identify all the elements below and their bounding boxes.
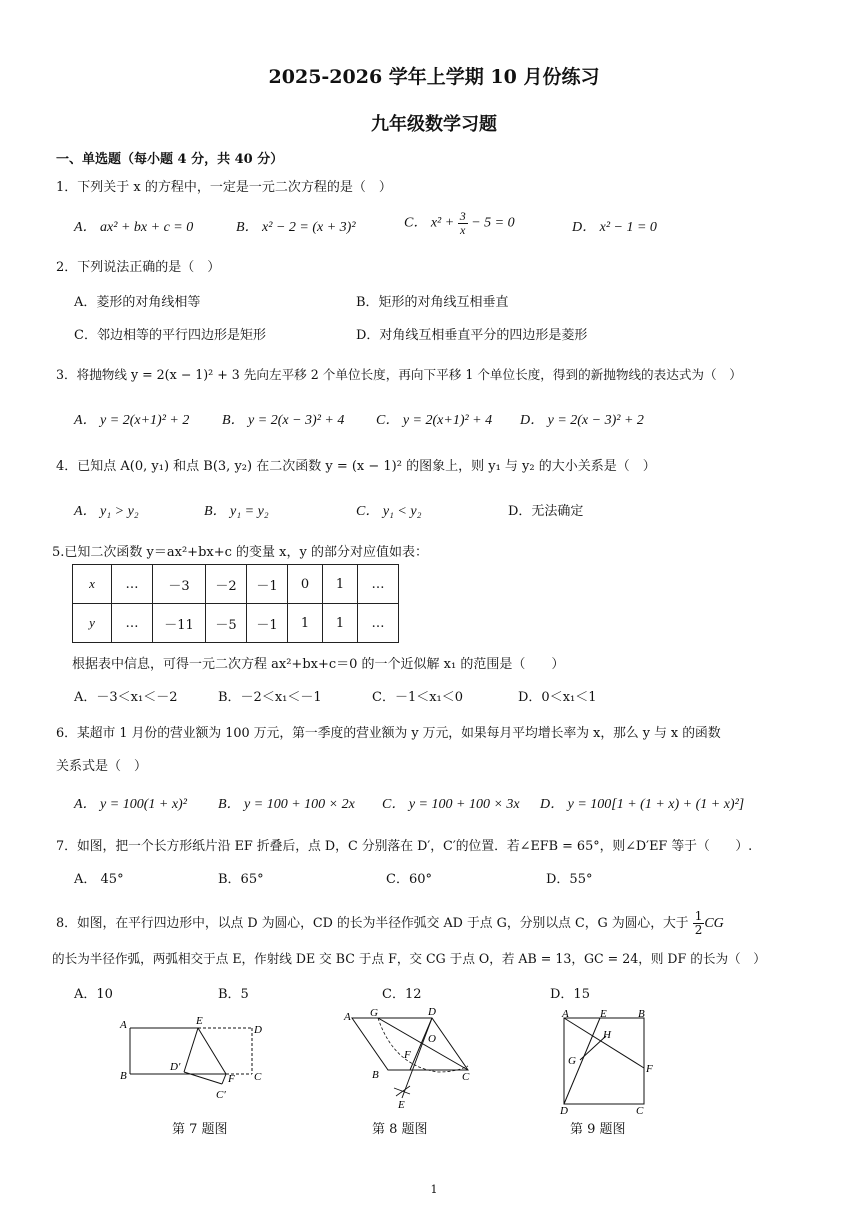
section-heading: 一、单选题（每小题 4 分，共 40 分） [56, 152, 284, 167]
figure-7-caption: 第 7 题图 [172, 1122, 228, 1137]
q8-stem-post: CG [704, 916, 724, 931]
q2-option-c: C．邻边相等的平行四边形是矩形 [74, 328, 266, 343]
q1-option-c [404, 210, 515, 237]
q6-option-d: D． y = 100[1 + (1 + x) + (1 + x)²] [540, 797, 745, 812]
page-number: 1 [430, 1183, 438, 1196]
table-cell: －5 [206, 604, 247, 643]
q2-stem: 2．下列说法正确的是（ ） [56, 260, 221, 275]
q1-option-c-fraction [458, 210, 468, 237]
q5-option-d: D．0＜x₁＜1 [518, 690, 597, 705]
fig9-label: B [638, 1008, 645, 1020]
figure-7 [112, 1012, 272, 1104]
q8-frac-num: 1 [694, 909, 703, 923]
fig7-label: F [228, 1073, 235, 1085]
q2-option-a: A．菱形的对角线相等 [74, 295, 201, 310]
fig7-label: B [120, 1070, 127, 1082]
exam-subtitle: 九年级数学习题 [371, 114, 497, 135]
table-cell: 0 [288, 565, 323, 604]
fig9-label: A [562, 1008, 569, 1020]
q2-option-d: D．对角线互相垂直平分的四边形是菱形 [356, 328, 588, 343]
q7-option-b: B．65° [218, 872, 264, 887]
figure-8-caption: 第 8 题图 [372, 1122, 428, 1137]
fig9-label: F [646, 1063, 653, 1075]
q1-option-d: D． x² − 1 = 0 [572, 220, 657, 235]
q4-option-b: B． y₁ = y₂ [204, 504, 269, 519]
q3-option-c: C． y = 2(x+1)² + 4 [376, 413, 493, 428]
table-cell: y [73, 604, 112, 643]
q6-stem: 6．某超市 1 月份的营业额为 100 万元，第一季度的营业额为 y 万元，如果每月平均增长率为 x，那么 y 与 x 的函数 [56, 726, 721, 741]
table-row-y [73, 604, 399, 643]
fig8-segment-gc [378, 1018, 468, 1070]
q3-option-a: A． y = 2(x+1)² + 2 [74, 413, 190, 428]
fig7-label: E [196, 1015, 203, 1027]
fig7-label: D [254, 1024, 262, 1036]
table-cell: … [358, 565, 399, 604]
q5-option-c: C．－1＜x₁＜0 [372, 690, 464, 705]
q8-option-c: C．12 [382, 987, 422, 1002]
q1-stem: 1．下列关于 x 的方程中，一定是一元二次方程的是（ ） [56, 180, 392, 195]
q1-option-b: B． x² − 2 = (x + 3)² [236, 220, 356, 235]
q8-frac-den: 2 [694, 923, 703, 937]
q8-stem [56, 910, 724, 937]
table-cell: －11 [153, 604, 206, 643]
fig8-label: A [344, 1011, 351, 1023]
fig9-label: C [636, 1105, 644, 1117]
q8-option-d: D．15 [550, 987, 590, 1002]
fig9-label: G [568, 1055, 576, 1067]
q1-c-den: x [460, 223, 466, 237]
q1-option-c-post: − 5 = 0 [471, 215, 515, 231]
fig8-label: E [398, 1099, 405, 1111]
q7-option-a: A． 45° [74, 872, 124, 887]
table-cell: … [112, 565, 153, 604]
q5-option-a: A．－3＜x₁＜－2 [74, 690, 178, 705]
q4-option-d: D．无法确定 [508, 504, 584, 519]
q6-stem-2: 关系式是（ ） [56, 759, 148, 774]
fig8-label: G [370, 1007, 378, 1019]
q6-option-b: B． y = 100 + 100 × 2x [218, 797, 355, 812]
q3-option-b: B． y = 2(x − 3)² + 4 [222, 413, 345, 428]
q8-option-a: A．10 [74, 987, 113, 1002]
fig8-arc-marks [394, 1086, 410, 1096]
q1-c-num: 3 [459, 209, 466, 223]
fig7-label: C′ [216, 1089, 226, 1101]
q7-option-d: D．55° [546, 872, 593, 887]
table-row-x [73, 565, 399, 604]
fig8-label: D [428, 1006, 436, 1018]
fig9-label: H [603, 1029, 611, 1041]
figure-8 [338, 1006, 478, 1112]
table-cell: －1 [247, 604, 288, 643]
fig8-label: O [428, 1033, 436, 1045]
table-cell: 1 [323, 604, 358, 643]
q5-option-b: B．－2＜x₁＜－1 [218, 690, 322, 705]
fig8-label: C [462, 1071, 470, 1083]
table-cell: －3 [153, 565, 206, 604]
fig7-edge [184, 1028, 198, 1072]
figure-9 [554, 1008, 664, 1118]
table-cell: －1 [247, 565, 288, 604]
q3-stem: 3．将抛物线 y = 2(x − 1)² + 3 先向左平移 2 个单位长度，再向下平移 1 个单位长度，得到的新抛物线的表达式为（ ） [56, 367, 742, 382]
figure-9-caption: 第 9 题图 [570, 1122, 626, 1137]
q1-option-c-pre: C． x² + [404, 215, 455, 231]
fig9-segment-af [564, 1018, 644, 1068]
q7-option-c: C．60° [386, 872, 432, 887]
fig9-label: E [600, 1008, 607, 1020]
table-cell: 1 [323, 565, 358, 604]
q6-option-c: C． y = 100 + 100 × 3x [382, 797, 520, 812]
exam-title: 2025-2026 学年上学期 10 月份练习 [268, 66, 600, 88]
table-cell: －2 [206, 565, 247, 604]
q8-fraction [693, 910, 705, 937]
q1-option-a: A． ax² + bx + c = 0 [74, 220, 194, 235]
q4-stem: 4．已知点 A(0, y₁) 和点 B(3, y₂) 在二次函数 y = (x − 1)² 的图象上，则 y₁ 与 y₂ 的大小关系是（ ） [56, 459, 656, 474]
q4-option-a: A． y₁ > y₂ [74, 504, 139, 519]
fig8-label: F [404, 1049, 411, 1061]
fig9-label: D [560, 1105, 568, 1117]
table-cell: … [112, 604, 153, 643]
table-cell: … [358, 604, 399, 643]
fig7-label: D′ [170, 1061, 181, 1073]
q5-value-table [72, 564, 399, 643]
fig8-label: B [372, 1069, 379, 1081]
fig7-label: A [120, 1019, 127, 1031]
q2-option-b: B．矩形的对角线互相垂直 [356, 295, 509, 310]
q8-stem-2: 的长为半径作弧，两弧相交于点 E，作射线 DE 交 BC 于点 F，交 CG 于点 O，若 AB = 13，GC = 24，则 DF 的长为（ ） [52, 951, 766, 966]
q8-stem-pre: 8．如图，在平行四边形中，以点 D 为圆心，CD 的长为半径作弧交 AD 于点 G，分别以点 C，G 为圆心，大于 [56, 916, 689, 931]
q6-option-a: A． y = 100(1 + x)² [74, 797, 187, 812]
q3-option-d: D． y = 2(x − 3)² + 2 [520, 413, 644, 428]
q8-option-b: B．5 [218, 987, 249, 1002]
q5-follow: 根据表中信息，可得一元二次方程 ax²+bx+c＝0 的一个近似解 x₁ 的范围是（ ） [72, 657, 565, 672]
fig7-edge [222, 1074, 226, 1084]
table-cell: 1 [288, 604, 323, 643]
fig7-label: C [254, 1071, 262, 1083]
table-cell: x [73, 565, 112, 604]
q5-stem: 5.已知二次函数 y＝ax²+bx+c 的变量 x，y 的部分对应值如表： [52, 545, 428, 560]
q7-stem: 7．如图，把一个长方形纸片沿 EF 折叠后，点 D，C 分别落在 D′，C′的位置．若∠EFB = 65°，则∠D′EF 等于（ ）. [56, 839, 753, 854]
q4-option-c: C． y₁ < y₂ [356, 504, 422, 519]
fig7-fold-line [198, 1028, 226, 1074]
